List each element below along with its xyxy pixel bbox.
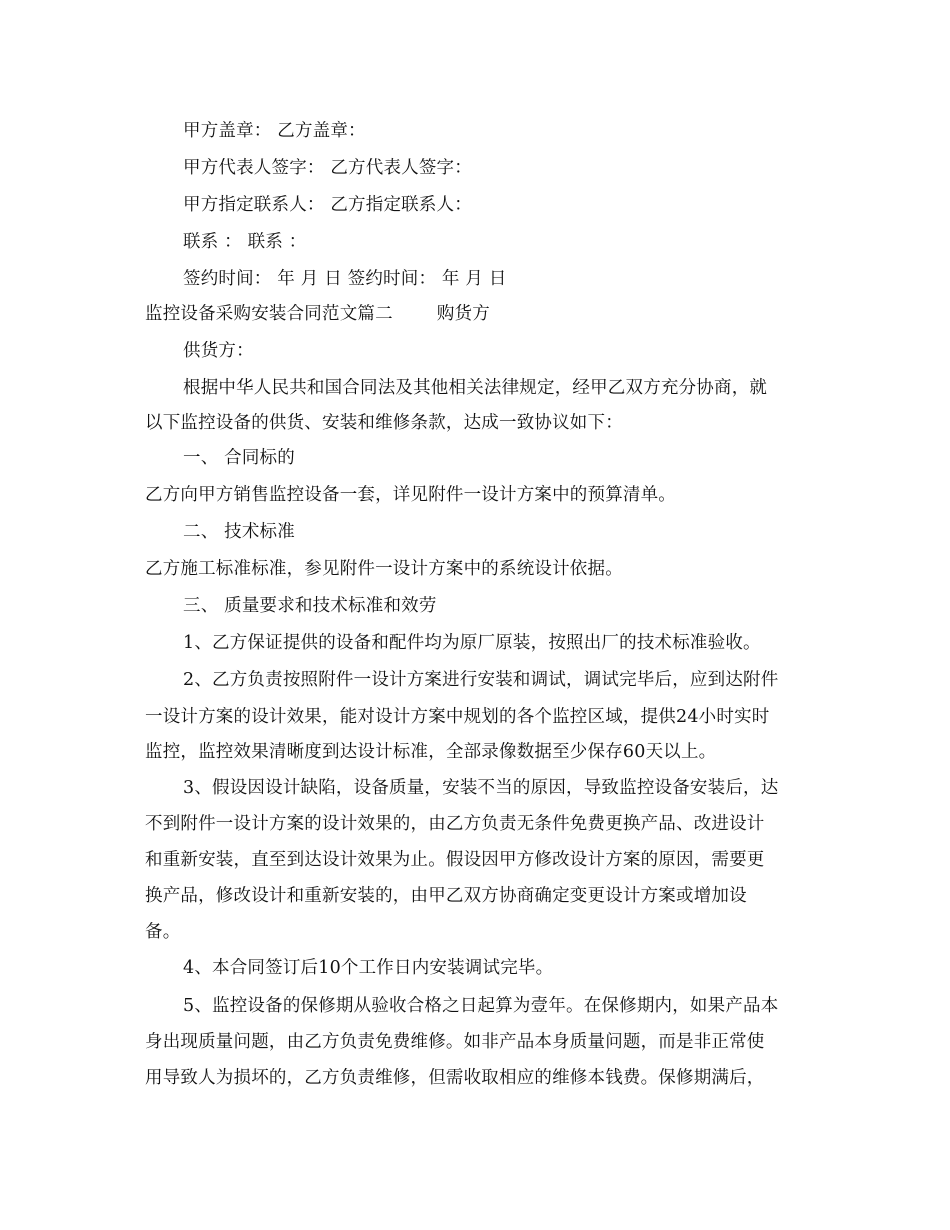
section-3-item-5-line-1: 5、监控设备的保修期从验收合格之日起算为壹年。在保修期内，如果产品本 — [183, 996, 779, 1016]
section-3-item-3-line-3: 和重新安装，直至到达设计效果为止。假设因甲方修改设计方案的原因，需要更 — [145, 850, 765, 870]
section-1-body: 乙方向甲方销售监控设备一套，详见附件一设计方案中的预算清单。 — [145, 485, 676, 505]
representative-signature-line: 甲方代表人签字： 乙方代表人签字： — [183, 158, 472, 178]
section-3-item-3-line-5: 备。 — [145, 922, 181, 942]
section-3-item-5-line-3: 用导致人为损坏的，乙方负责维修，但需收取相应的维修本钱费。保修期满后， — [145, 1068, 765, 1088]
section-3-item-2-line-1: 2、乙方负责按照附件一设计方案进行安装和调试，调试完毕后，应到达附件 — [183, 670, 779, 690]
section-3-item-1: 1、乙方保证提供的设备和配件均为原厂原装，按照出厂的技术标准验收。 — [183, 633, 761, 653]
contract-title: 监控设备采购安装合同范文篇二 — [145, 304, 393, 324]
contract-heading — [145, 296, 815, 332]
seal-line: 甲方盖章： 乙方盖章： — [183, 121, 366, 141]
intro-paragraph-line-2: 以下监控设备的供货、安装和维修条款，达成一致协议如下： — [145, 413, 623, 433]
section-3-item-3-line-1: 3、假设因设计缺陷，设备质量，安装不当的原因，导致监控设备安装后，达 — [183, 778, 779, 798]
intro-paragraph-line-1: 根据中华人民共和国合同法及其他相关法律规定，经甲乙双方充分协商，就 — [183, 378, 768, 398]
section-2-heading: 二、 技术标准 — [183, 522, 295, 542]
section-3-item-4: 4、本合同签订后10个工作日内安装调试完毕。 — [183, 958, 554, 978]
sign-date-line: 签约时间： 年 月 日 签约时间： 年 月 日 — [183, 269, 507, 289]
buyer-label: 购货方 — [436, 304, 490, 324]
section-3-heading: 三、 质量要求和技术标准和效劳 — [183, 596, 437, 616]
supplier-line: 供货方： — [183, 341, 254, 361]
contact-line: 联系 ： 联系 ： — [183, 232, 307, 252]
section-3-item-5-line-2: 身出现质量问题，由乙方负责免费维修。如非产品本身质量问题，而是非正常使 — [145, 1032, 765, 1052]
contact-person-line: 甲方指定联系人： 乙方指定联系人： — [183, 195, 472, 215]
section-3-item-3-line-2: 不到附件一设计方案的设计效果的，由乙方负责无条件免费更换产品、改进设计 — [145, 814, 765, 834]
section-1-heading: 一、 合同标的 — [183, 448, 295, 468]
section-3-item-3-line-4: 换产品，修改设计和重新安装的，由甲乙双方协商确定变更设计方案或增加设 — [145, 886, 747, 906]
section-3-item-2-line-2: 一设计方案的设计效果，能对设计方案中规划的各个监控区域，提供24小时实时 — [145, 707, 770, 727]
section-2-body: 乙方施工标准标准，参见附件一设计方案中的系统设计依据。 — [145, 559, 623, 579]
section-3-item-2-line-3: 监控，监控效果清晰度到达设计标准，全部录像数据至少保存60天以上。 — [145, 742, 717, 762]
